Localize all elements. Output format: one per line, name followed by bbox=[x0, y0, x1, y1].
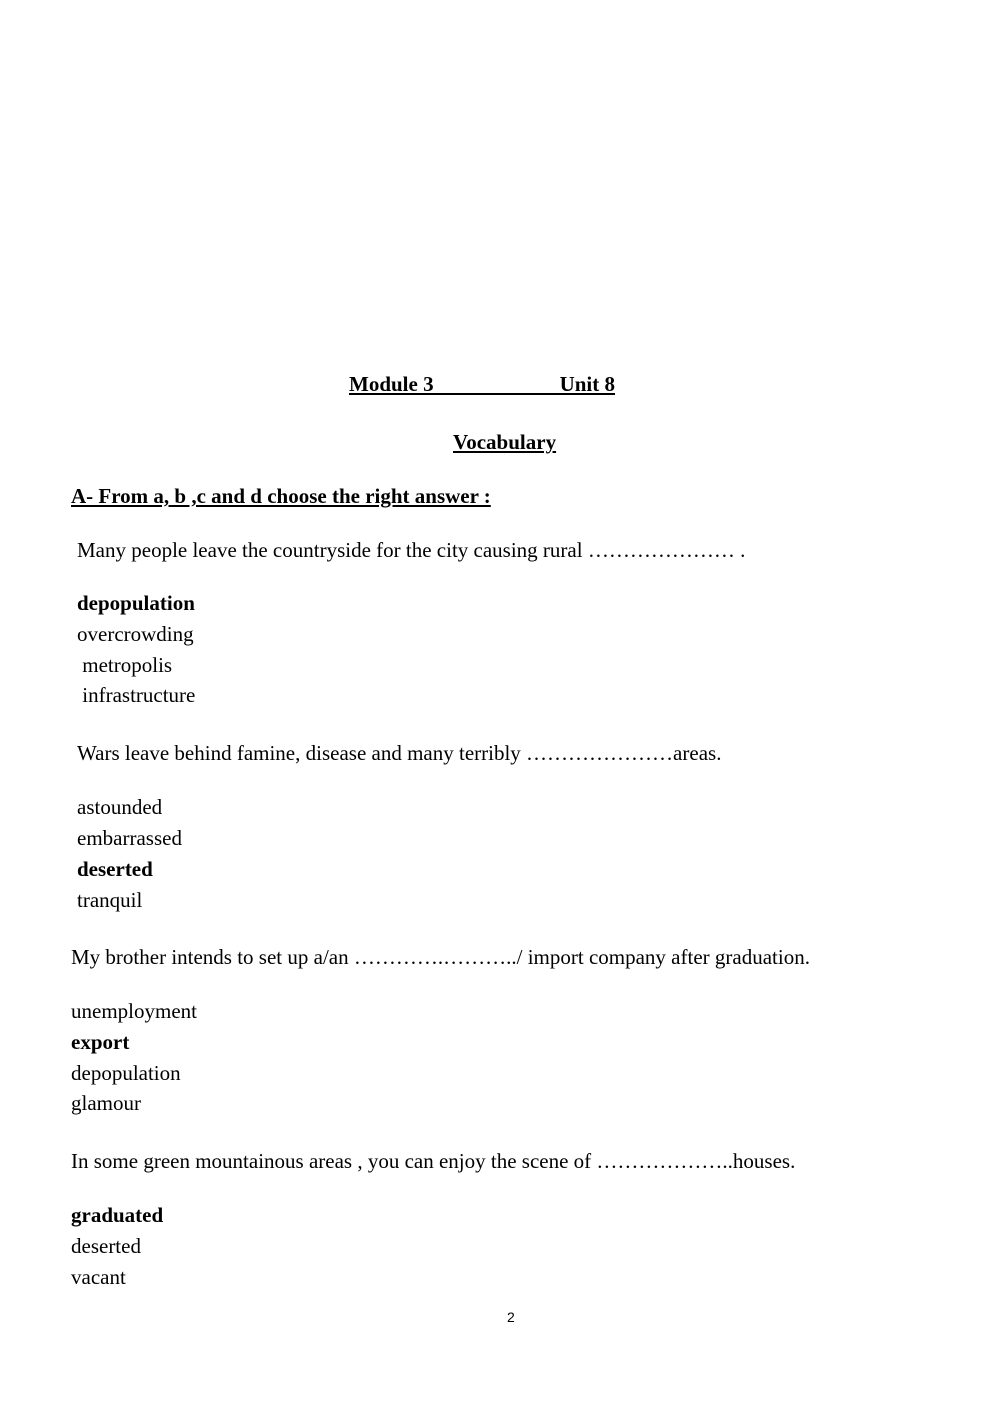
question-2-option-c: deserted bbox=[77, 857, 153, 881]
question-1-prompt: Many people leave the countryside for the city causing rural ………………… . bbox=[77, 538, 746, 562]
question-1-option-d: infrastructure bbox=[77, 683, 196, 707]
question-4-option-c: vacant bbox=[71, 1265, 126, 1289]
page-number: 2 bbox=[507, 1309, 515, 1325]
question-2-option-a: astounded bbox=[77, 795, 163, 819]
vocabulary-heading: Vocabulary bbox=[453, 430, 557, 454]
question-3-option-a: unemployment bbox=[71, 999, 197, 1023]
question-2-option-b: embarrassed bbox=[77, 826, 182, 850]
question-1-option-c: metropolis bbox=[77, 653, 173, 677]
question-2-option-d: tranquil bbox=[77, 888, 143, 912]
question-3-option-b: export bbox=[71, 1030, 130, 1054]
question-3-option-d: glamour bbox=[71, 1091, 141, 1115]
question-1-option-a: depopulation bbox=[77, 591, 195, 615]
question-3-option-c: depopulation bbox=[71, 1061, 181, 1085]
question-4-prompt: In some green mountainous areas , you can enjoy the scene of ………………..houses. bbox=[71, 1149, 796, 1173]
question-4-option-b: deserted bbox=[71, 1234, 141, 1258]
question-3-prompt: My brother intends to set up a/an ………….………../ import company after graduation. bbox=[71, 945, 810, 969]
question-1-option-b: overcrowding bbox=[77, 622, 194, 646]
question-2-prompt: Wars leave behind famine, disease and many terribly …………………areas. bbox=[77, 741, 722, 765]
section-a-instruction: A- From a, b ,c and d choose the right answer : bbox=[71, 484, 491, 508]
module-unit-heading: Module 3 Unit 8 bbox=[349, 372, 616, 396]
question-4-option-a: graduated bbox=[71, 1203, 164, 1227]
